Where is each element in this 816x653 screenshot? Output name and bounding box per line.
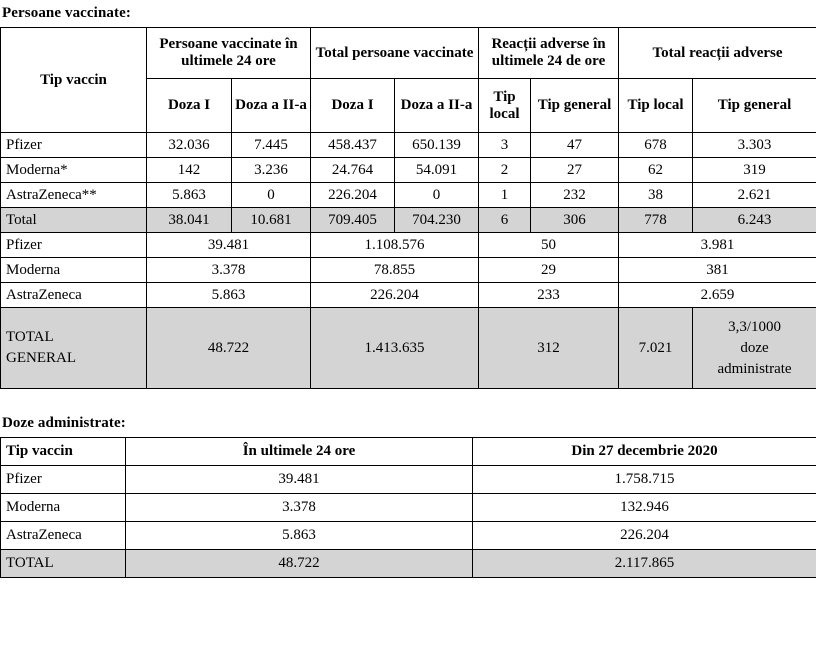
cell-reactii-total: 3.981 (619, 233, 816, 258)
cell-total-rate (693, 308, 816, 389)
header-tip-vaccin-2: Tip vaccin (1, 438, 126, 466)
cell-total-vaccinate-24h: 48.722 (147, 308, 311, 389)
cell-din-data: 226.204 (473, 522, 816, 550)
cell-doza1-total: 24.764 (311, 158, 395, 183)
cell-ultimele-24: 3.378 (126, 494, 473, 522)
table-row (1, 466, 816, 494)
header-group-total-vaccinate: Total persoane vaccinate (311, 28, 479, 79)
header-group-reactii-24h: Reacții adverse în ultimele 24 de ore (479, 28, 619, 79)
header-tip-vaccin: Tip vaccin (1, 28, 147, 133)
cell-general-total: 319 (693, 158, 816, 183)
table-row-total (1, 208, 816, 233)
cell-doza1-24h: 32.036 (147, 133, 232, 158)
cell-doza1-24h: 5.863 (147, 183, 232, 208)
cell-doza1-24h: 142 (147, 158, 232, 183)
cell-local-total: 38 (619, 183, 693, 208)
table-row (1, 183, 816, 208)
header-din-27-decembrie: Din 27 decembrie 2020 (473, 438, 816, 466)
total-general-line2: GENERAL (6, 350, 76, 366)
table-row-total (1, 550, 816, 578)
cell-doza2-24h: 7.445 (232, 133, 311, 158)
cell-reactii-24h: 50 (479, 233, 619, 258)
table1-header-row-1 (1, 28, 816, 79)
cell-doza1-24h: 38.041 (147, 208, 232, 233)
header-group-total-reactii: Total reacții adverse (619, 28, 816, 79)
table-row (1, 158, 816, 183)
cell-reactii-total: 2.659 (619, 283, 816, 308)
cell-doza2-total: 54.091 (395, 158, 479, 183)
rate-line3: administrate (717, 360, 792, 377)
cell-doza2-total: 704.230 (395, 208, 479, 233)
total-general-line1: TOTAL (6, 329, 54, 345)
cell-doza2-24h: 0 (232, 183, 311, 208)
row-label-vaccine: AstraZeneca (1, 283, 147, 308)
cell-doza2-24h: 3.236 (232, 158, 311, 183)
header-ultimele-24-ore: În ultimele 24 ore (126, 438, 473, 466)
header-doza1-total: Doza I (311, 79, 395, 133)
cell-vaccinate-24h: 3.378 (147, 258, 311, 283)
table1-detail-body (1, 133, 816, 233)
vaccinated-persons-table (0, 27, 816, 389)
section-gap (0, 389, 816, 410)
cell-local-24h: 1 (479, 183, 531, 208)
cell-general-total: 2.621 (693, 183, 816, 208)
cell-local-total: 62 (619, 158, 693, 183)
cell-general-total: 6.243 (693, 208, 816, 233)
cell-doza1-total: 709.405 (311, 208, 395, 233)
cell-general-total: 3.303 (693, 133, 816, 158)
table2-body (1, 466, 816, 578)
cell-reactii-24h: 29 (479, 258, 619, 283)
cell-general-24h: 47 (531, 133, 619, 158)
cell-ultimele-24: 39.481 (126, 466, 473, 494)
cell-reactii-24h: 233 (479, 283, 619, 308)
table1-title: Persoane vaccinate: (2, 5, 131, 21)
cell-total-reactii-24h: 312 (479, 308, 619, 389)
rate-line1: 3,3/1000 (728, 318, 781, 335)
row-label-vaccine: Pfizer (1, 233, 147, 258)
cell-din-data: 2.117.865 (473, 550, 816, 578)
cell-general-24h: 306 (531, 208, 619, 233)
doses-administered-table (0, 437, 816, 578)
cell-general-24h: 27 (531, 158, 619, 183)
cell-local-total: 678 (619, 133, 693, 158)
header-doza2-24h: Doza a II-a (232, 79, 311, 133)
header-tip-general-24h: Tip general (531, 79, 619, 133)
row-label-vaccine: TOTAL (1, 550, 126, 578)
cell-local-24h: 6 (479, 208, 531, 233)
cell-vaccinate-total: 1.108.576 (311, 233, 479, 258)
cell-doza2-total: 0 (395, 183, 479, 208)
row-label-vaccine: Moderna (1, 494, 126, 522)
cell-doza1-total: 226.204 (311, 183, 395, 208)
table-row (1, 283, 816, 308)
row-label-vaccine: Moderna* (1, 158, 147, 183)
header-doza1-24h: Doza I (147, 79, 232, 133)
row-label-vaccine: Pfizer (1, 466, 126, 494)
row-label-vaccine: Pfizer (1, 133, 147, 158)
cell-general-24h: 232 (531, 183, 619, 208)
cell-local-24h: 3 (479, 133, 531, 158)
table-row-total-general (1, 308, 816, 389)
header-group-vaccinate-24h: Persoane vaccinate în ultimele 24 ore (147, 28, 311, 79)
table-row (1, 258, 816, 283)
cell-vaccinate-24h: 5.863 (147, 283, 311, 308)
table2-title: Doze administrate: (2, 415, 126, 431)
cell-vaccinate-total: 78.855 (311, 258, 479, 283)
header-doza2-total: Doza a II-a (395, 79, 479, 133)
cell-din-data: 1.758.715 (473, 466, 816, 494)
header-tip-local-24h: Tip local (479, 79, 531, 133)
cell-total-vaccinate-total: 1.413.635 (311, 308, 479, 389)
cell-reactii-total: 381 (619, 258, 816, 283)
table-row (1, 522, 816, 550)
cell-doza2-total: 650.139 (395, 133, 479, 158)
cell-total-reactii-local: 7.021 (619, 308, 693, 389)
row-label-total-general (1, 308, 147, 389)
header-tip-local-total: Tip local (619, 79, 693, 133)
row-label-vaccine: Total (1, 208, 147, 233)
cell-vaccinate-24h: 39.481 (147, 233, 311, 258)
cell-local-total: 778 (619, 208, 693, 233)
table1-merged-body (1, 233, 816, 389)
row-label-vaccine: AstraZeneca** (1, 183, 147, 208)
table2-header-row (1, 438, 816, 466)
row-label-vaccine: AstraZeneca (1, 522, 126, 550)
cell-vaccinate-total: 226.204 (311, 283, 479, 308)
table-row (1, 494, 816, 522)
rate-line2: doze (740, 339, 769, 356)
table-row (1, 133, 816, 158)
cell-local-24h: 2 (479, 158, 531, 183)
row-label-vaccine: Moderna (1, 258, 147, 283)
cell-doza1-total: 458.437 (311, 133, 395, 158)
cell-doza2-24h: 10.681 (232, 208, 311, 233)
cell-ultimele-24: 48.722 (126, 550, 473, 578)
header-tip-general-total: Tip general (693, 79, 816, 133)
table-row (1, 233, 816, 258)
cell-din-data: 132.946 (473, 494, 816, 522)
cell-ultimele-24: 5.863 (126, 522, 473, 550)
